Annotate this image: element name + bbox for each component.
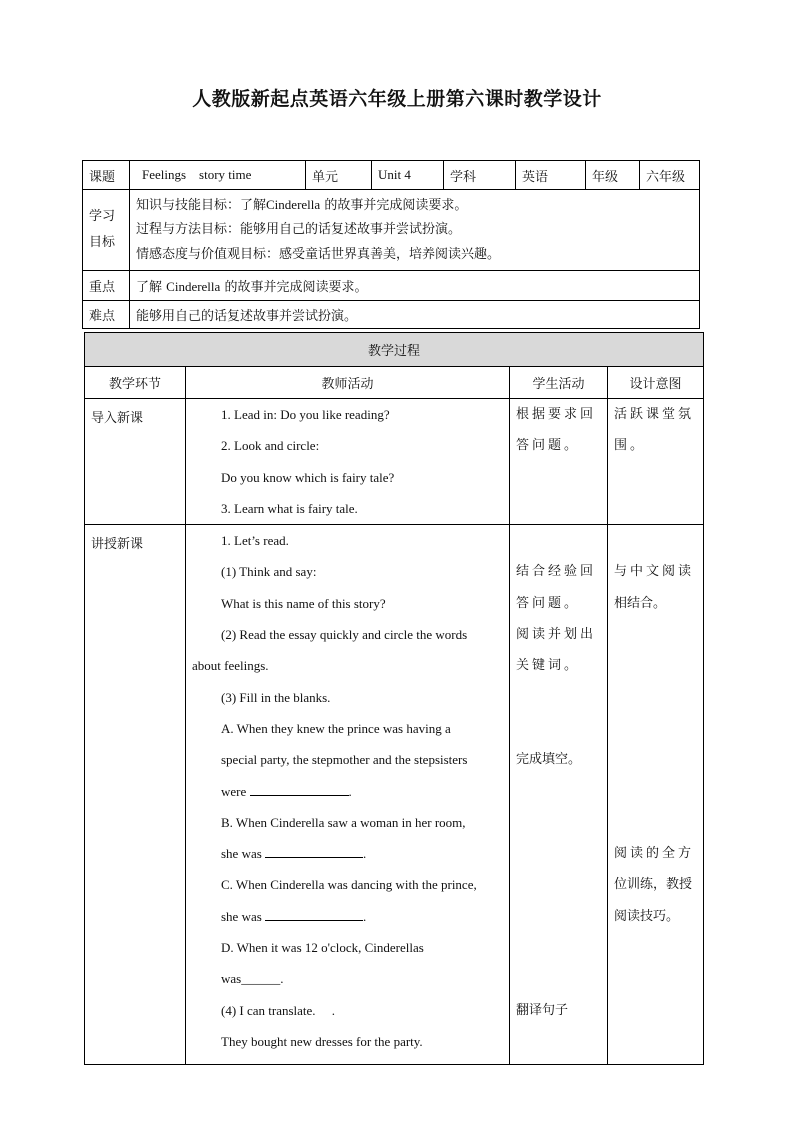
goal-process: 过程与方法目标：能够用自己的话复述故事并尝试扮演。 xyxy=(136,222,462,237)
key-label: 重点 xyxy=(83,271,130,301)
student-new xyxy=(510,525,608,1065)
table-row-new xyxy=(85,525,704,1065)
new-line-6: (3) Fill in the blanks. xyxy=(221,689,331,705)
info-row-topic xyxy=(83,161,700,190)
teaching-process-table xyxy=(84,332,704,1065)
info-row-key xyxy=(83,271,700,301)
new-line-5: about feelings. xyxy=(192,658,269,674)
stage-intro: 导入新课 xyxy=(85,399,186,525)
subject-value: 英语 xyxy=(516,161,586,190)
intro-line-3: Do you know which is fairy tale? xyxy=(221,469,395,485)
teacher-new xyxy=(186,525,510,1065)
goal-emotion: 情感态度与价值观目标：感受童话世界真善美，培养阅读兴趣。 xyxy=(136,247,501,262)
goals-label xyxy=(83,190,130,271)
grade-label: 年级 xyxy=(586,161,640,190)
info-row-difficulty xyxy=(83,301,700,329)
intent-new-line-4: 位训练，教授 xyxy=(614,877,693,893)
grade-value: 六年级 xyxy=(640,161,700,190)
blank-a xyxy=(250,784,349,796)
difficulty-value: 能够用自己的话复述故事并尝试扮演。 xyxy=(130,301,700,329)
teacher-intro xyxy=(186,399,510,525)
new-line-8: special party, the stepmother and the stepsisters xyxy=(221,752,468,768)
student-new-line-1: 结合经验回 xyxy=(516,564,597,580)
goal-knowledge: 知识与技能目标：了解Cinderella 的故事并完成阅读要求。 xyxy=(136,197,468,213)
intent-new-line-5: 阅读技巧。 xyxy=(614,908,680,924)
new-line-11: she was . xyxy=(221,846,367,862)
blank-c xyxy=(265,909,363,921)
blank-b xyxy=(265,846,363,858)
intent-new-line-1: 与中文阅读 xyxy=(614,564,695,580)
header-stage: 教学环节 xyxy=(85,367,186,399)
header-intent: 设计意图 xyxy=(608,367,704,399)
intent-new-line-3: 阅读的全方 xyxy=(614,846,695,862)
new-line-17: They bought new dresses for the party. xyxy=(221,1033,423,1049)
table-row-intro xyxy=(85,399,704,525)
topic-value: Feelings story time xyxy=(130,161,306,190)
unit-value: Unit 4 xyxy=(372,161,444,190)
header-student: 学生活动 xyxy=(510,367,608,399)
student-new-line-4: 关键词。 xyxy=(516,658,581,674)
process-title: 教学过程 xyxy=(85,333,704,367)
topic-label: 课题 xyxy=(83,161,130,190)
new-line-4: (2) Read the essay quickly and circle the words xyxy=(221,627,468,643)
difficulty-label: 难点 xyxy=(83,301,130,329)
subject-label: 学科 xyxy=(444,161,516,190)
new-line-13: she was . xyxy=(221,908,367,924)
new-line-16: (4) I can translate. . xyxy=(221,1002,336,1018)
course-info-table xyxy=(82,160,700,329)
intent-intro-line-2: 围。 xyxy=(614,438,647,454)
new-line-15: was______. xyxy=(221,971,284,987)
new-line-9: were . xyxy=(221,783,352,799)
student-new-line-3: 阅读并划出 xyxy=(516,627,597,643)
stage-new: 讲授新课 xyxy=(85,525,186,1065)
new-line-3: What is this name of this story? xyxy=(221,595,386,611)
intro-line-1: 1. Lead in: Do you like reading? xyxy=(221,407,390,422)
intent-new-line-2: 相结合。 xyxy=(614,595,667,611)
info-row-goals xyxy=(83,190,700,271)
student-intro-line-1: 根据要求回 xyxy=(516,407,597,422)
student-new-line-5: 完成填空。 xyxy=(516,752,582,768)
intent-intro-line-1: 活跃课堂氛 xyxy=(614,407,695,422)
goals-label-line-2: 目标 xyxy=(89,235,116,250)
new-line-14: D. When it was 12 o'clock, Cinderellas xyxy=(221,940,424,956)
intent-new xyxy=(608,525,704,1065)
new-line-10: B. When Cinderella saw a woman in her room, xyxy=(221,814,466,830)
new-line-12: C. When Cinderella was dancing with the prince, xyxy=(221,877,477,893)
intent-intro xyxy=(608,399,704,525)
goals-label-line-1: 学习 xyxy=(89,209,116,224)
intro-line-4: 3. Learn what is fairy tale. xyxy=(221,500,358,516)
process-header-row xyxy=(85,367,704,399)
goals-value xyxy=(130,190,700,271)
new-line-2: (1) Think and say: xyxy=(221,564,317,580)
unit-label: 单元 xyxy=(306,161,372,190)
student-intro-line-2: 答问题。 xyxy=(516,438,581,454)
new-line-7: A. When they knew the prince was having a xyxy=(221,720,451,736)
intro-line-2: 2. Look and circle: xyxy=(221,438,320,454)
student-intro xyxy=(510,399,608,525)
student-new-line-6: 翻译句子 xyxy=(516,1002,569,1018)
page-title: 人教版新起点英语六年级上册第六课时教学设计 xyxy=(192,88,602,110)
new-line-1: 1. Let’s read. xyxy=(221,533,289,549)
header-teacher: 教师活动 xyxy=(186,367,510,399)
key-value: 了解 Cinderella 的故事并完成阅读要求。 xyxy=(130,271,700,301)
student-new-line-2: 答问题。 xyxy=(516,595,581,611)
